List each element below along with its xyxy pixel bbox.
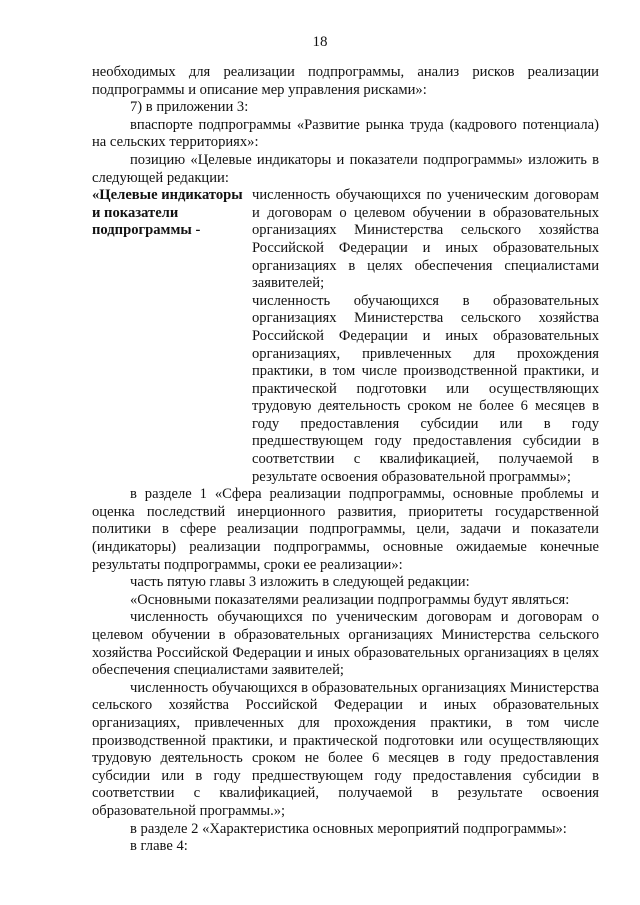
paragraph-section-1: в разделе 1 «Сфера реализации подпрограммы, основные проблемы и оценка последствий инерционного развития, приоритеты государственной политики в сфере реализации подпрограммы, цели, задачи и показатели (индикаторы) реализации подпрограммы, основные ожидаемые конечные результаты подпрограммы, сроки ее реализации»:: [92, 486, 599, 573]
document-body: [92, 64, 599, 856]
indicators-values: [252, 187, 599, 486]
paragraph-main-indicators: «Основными показателями реализации подпрограммы будут являться:: [130, 591, 570, 608]
indicator-item: численность обучающихся в образовательных организациях Министерства сельского хозяйства Российской Федерации и иных образовательных организациях, привлеченных для прохождения практики, в том числе производственной практики, и практической подготовки или осуществляющих трудовую деятельность сроком не более 6 месяцев в году предоставления субсидии или в году предшествующем году предоставления субсидии в соответствии с квалификацией, получаемой в результате освоения образовательной программы»;: [252, 292, 599, 485]
indicators-table: [92, 187, 599, 486]
page-number: 18: [312, 34, 328, 50]
paragraph-indicator-1: численность обучающихся по ученическим договорам и договорам о целевом обучении в образовательных организациях Министерства сельского хозяйства Российской Федерации и иных образовательных организациях в целях обеспечения специалистами заявителей;: [92, 609, 599, 679]
paragraph-section-2: в разделе 2 «Характеристика основных мероприятий подпрограммы»:: [130, 820, 567, 837]
indicators-label: «Целевые индикаторы и показатели подпрограммы -: [92, 187, 243, 239]
paragraph-indicator-2: численность обучающихся в образовательных организациях Министерства сельского хозяйства Российской Федерации и иных образовательных организациях, привлеченных для прохождения практики, в том числе производственной практики, и практической подготовки или осуществляющих трудовую деятельность сроком не более 6 месяцев в году предоставления субсидии или в году предшествующем году предоставления субсидии в соответствии с квалификацией, получаемой в результате освоения образовательной программы.»;: [92, 679, 599, 819]
paragraph-position: позицию «Целевые индикаторы и показатели подпрограммы» изложить в следующей редакции:: [92, 151, 599, 186]
paragraph-passport: впаспорте подпрограммы «Развитие рынка труда (кадрового потенциала) на сельских территориях»:: [92, 116, 599, 151]
indicator-item: численность обучающихся по ученическим договорам и договорам о целевом обучении в образовательных организациях Министерства сельского хозяйства Российской Федерации и иных образовательных организациях в целях обеспечения специалистами заявителей;: [252, 187, 599, 292]
paragraph-continuation: необходимых для реализации подпрограммы, анализ рисков реализации подпрограммы и описание мер управления рисками»:: [92, 64, 599, 98]
paragraph-item-7: 7) в приложении 3:: [130, 99, 249, 116]
paragraph-part-five: часть пятую главы 3 изложить в следующей редакции:: [130, 574, 470, 591]
paragraph-chapter-4: в главе 4:: [130, 838, 188, 855]
